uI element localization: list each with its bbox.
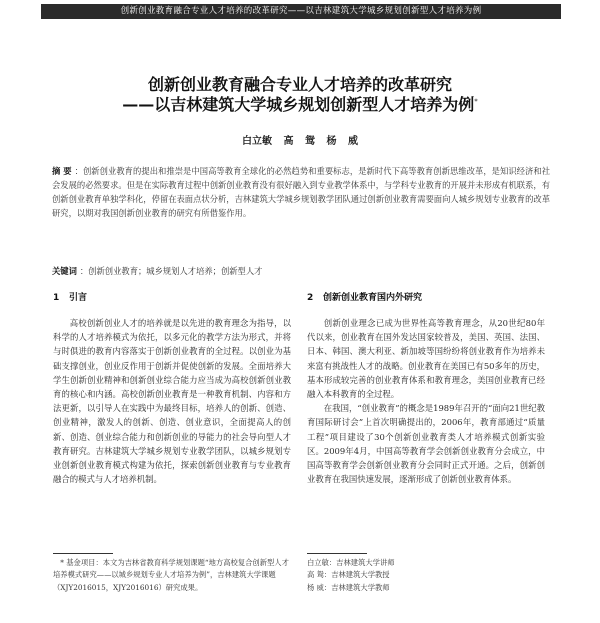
section-heading-1	[53, 290, 291, 316]
section-2-paragraph-2: 在我国，“创业教育”的概念是1989年召开的“面向21世纪教育国际研讨会”上首次明确提出的，2006年，教育部通过“质量工程”项目建设了30个创新创业教育类人才培养模式创新实验区。2009年4月，中国高等教育学会创新创业教育分会成立，中国高等教育学会创新创业教育分会同时正式开通。之后，创新创业教育在我国快速发展，逐渐形成了创新创业教育体系。	[307, 403, 545, 485]
paper-subtitle-text: ——以吉林建筑大学城乡规划创新型人才培养为例	[122, 95, 475, 114]
author-footnotes	[307, 557, 545, 594]
keywords-text: ：创新创业教育；城乡规划人才培养；创新型人才	[79, 266, 263, 276]
section-title: 引言	[69, 293, 88, 303]
footnote-rule-left	[53, 553, 113, 554]
author-note: 杨 威：吉林建筑大学教师	[307, 582, 390, 592]
section-number: 1	[53, 293, 60, 303]
funding-footnote: * 基金项目：本文为吉林省教育科学规划课题“地方高校复合创新型人才培养模式研究——以城乡规划专业人才培养为例”，吉林建筑大学课题（XJY2016015，XJY2016016）研究成果。	[53, 558, 289, 592]
right-column	[307, 290, 545, 486]
section-heading-2	[307, 290, 545, 316]
running-header: 创新创业教育融合专业人才培养的改革研究——以吉林建筑大学城乡规划创新型人才培养为例	[41, 4, 561, 19]
author-list: 白立敏 高 鸳 杨 威	[242, 136, 358, 147]
section-1-body: 高校创新创业人才的培养就是以先进的教育理念为指导，以科学的人才培养模式为依托，以多元化的教学方法为形式，并将与时俱进的教育内容落实于创新创业教育的全过程。以创业为基础支撑创业，创业反作用于创新并促使创新的发展。全面培养大学生创新创业精神和创新创业综合能力应当成为高校创新创业教育的核心和内涵。高校创新创业教育是一种教育机制、内容和方法更新，以引导人在实践中为最终目标，培养人的创新、创造、创业精神，激发人的创新、创造、创业意识，全面提高人的创新、创造、创业综合能力和创新创业的导能力的社会导向型人才教育研究。吉林建筑大学城乡规划专业教学团队，以城乡规划专业创新创业教育模式构建为依托，探索创新创业教育与专业教育融合的模式与人才培养机制。	[53, 318, 291, 485]
author-note: 白立敏：吉林建筑大学讲师	[307, 558, 395, 567]
abstract-text: ：创新创业教育的提出和推崇是中国高等教育全球化的必然趋势和重要标志，是新时代下高等教育创新思维改革，是知识经济和社会发展的必然要求。但是在实际教育过程中创新创业教育没有很好融入到专业教学体系中，与学科专业教育的开展并未形成有机联系，有创新创业教育单独学科化，停留在表面点状分析，吉林建筑大学城乡规划教学团队通过创新创业教育需要面向人城乡规划专业教育的改革研究，以期对我国创新创业教育的研究有所借鉴作用。	[52, 166, 550, 218]
keywords	[52, 264, 550, 278]
footnote-rule-right	[307, 553, 367, 554]
title-footnote-marker: *	[474, 97, 478, 106]
section-number: 2	[307, 293, 314, 303]
section-2-paragraph-1: 创新创业理念已成为世界性高等教育理念，从20世纪80年代以来，创业教育在国外发达国家较普及，美国、英国、法国、日本、韩国、澳大利亚、新加坡等国纷纷将创业教育作为培养未来富有挑战性人才的战略。创业教育在美国已有50多年的历史，基本形成较完善的创业教育体系和教育理念，美国创业教育已经融入本科教育的全过程。	[307, 318, 545, 400]
abstract	[52, 164, 550, 220]
keywords-label: 关键词	[52, 266, 77, 276]
paper-title-main: 创新创业教育融合专业人才培养的改革研究	[147, 75, 452, 94]
author-note: 高 鸳：吉林建筑大学教授	[307, 570, 390, 580]
section-title: 创新创业教育国内外研究	[323, 293, 423, 303]
left-column	[53, 290, 291, 486]
abstract-label: 摘 要	[52, 166, 72, 176]
paper-title-sub	[0, 92, 600, 115]
